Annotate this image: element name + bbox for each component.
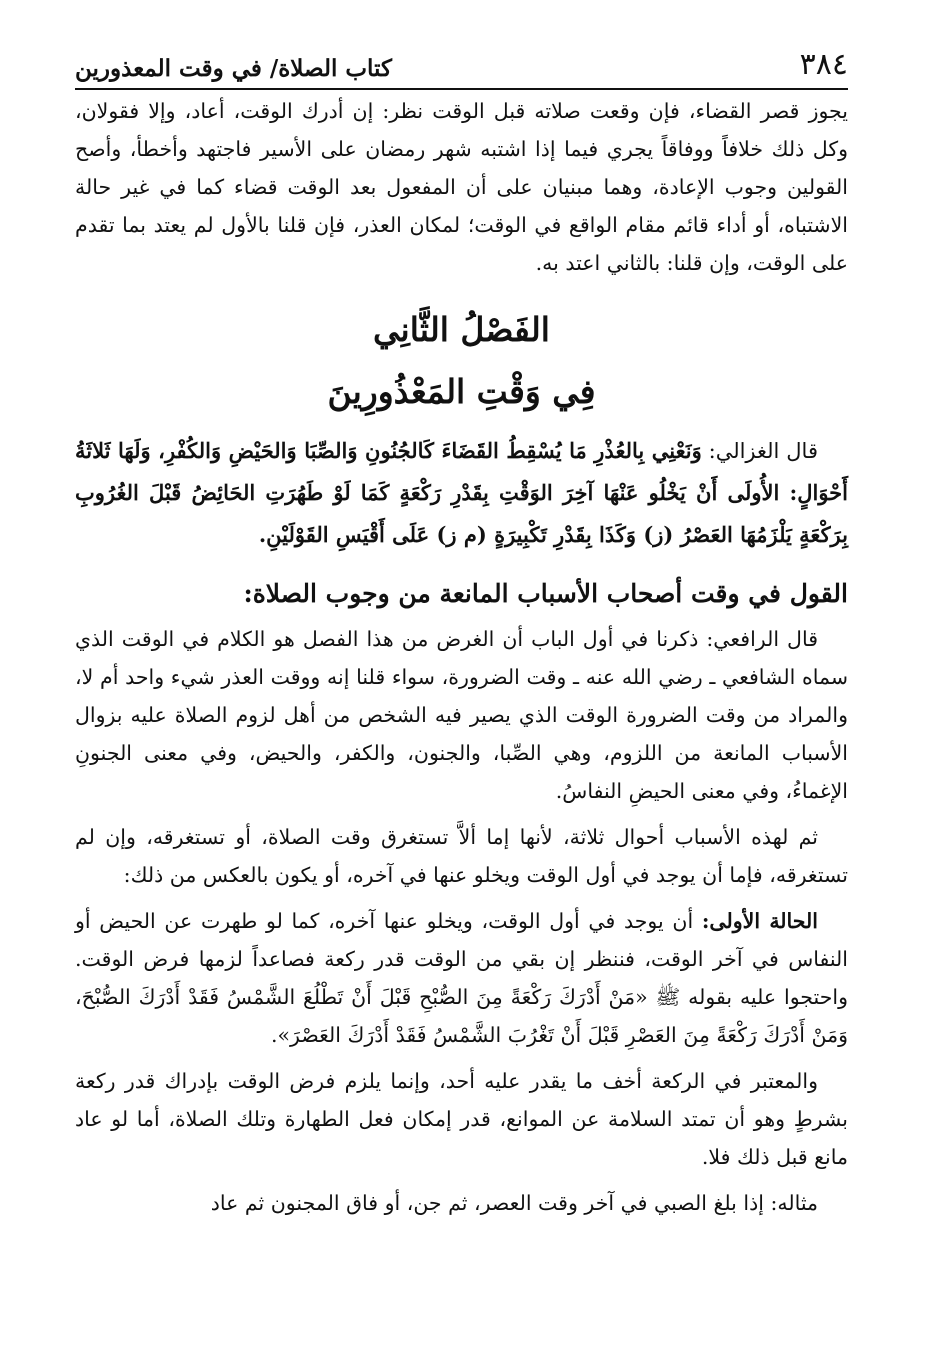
matn-paragraph (75, 430, 848, 556)
page-body (75, 92, 848, 1222)
intro-paragraph: يجوز قصر القضاء، فإن وقعت صلاته قبل الوقت نظر: إن أدرك الوقت، أعاد، وإلا فقولان، وكل ذلك خلافاً ووفاقاً يجري فيما إذا اشتبه شهر رمضان على الأسير فاجتهد وأخطأ، وأصح القولين وجوب الإعادة، وهما مبنيان على أن المفعول بعد الوقت قضاء كما في غير حالة الاشتباه، أو أداء قائم مقام الواقع في الوقت؛ لمكان العذر، فإن قلنا بالأول لم يعتد بما تقدم على الوقت، وإن قلنا: بالثاني اعتد به. (75, 99, 848, 275)
states-paragraph: ثم لهذه الأسباب أحوال ثلاثة، لأنها إما ألاَّ تستغرق وقت الصلاة، أو تستغرقه، وإن لم تستغرقه، فإما أن يوجد في أول الوقت ويخلو عنها في آخره، أو يكون بالعكس من ذلك: (75, 825, 848, 887)
chapter-title: الفَصْلُ الثَّانِي (373, 310, 550, 349)
running-title: كتاب الصلاة/ في وقت المعذورين (75, 55, 392, 82)
rafii-paragraph: قال الرافعي: ذكرنا في أول الباب أن الغرض من هذا الفصل هو الكلام في الوقت الذي سماه الشافعي ـ رضي الله عنه ـ وقت الضرورة، سواء قلنا إنه ووقت العذر شيء واحد أم لا، والمراد من وقت الضرورة الوقت الذي يصير فيه الشخص من أهل لزوم الصلاة عليه بزوال الأسباب المانعة من اللزوم، وهي الصِّبا، والجنون، والكفر، والحيض، وفي معنى الجنونِ الإغماءُ، وفي معنى الحيضِ النفاسُ. (75, 627, 848, 803)
state-one-text: أن يوجد في أول الوقت، ويخلو عنها آخره، كما لو طهرت عن الحيض أو النفاس في آخر الوقت، فننظر إن بقي من الوقت قدر ركعة فصاعداً لزمها فرض الوقت. واحتجوا عليه بقوله ﷺ «مَنْ أَدْرَكَ رَكْعَةً مِنَ الصُّبْحِ قَبْلَ أَنْ تَطْلُعَ الشَّمْسُ فَقَدْ أَدْرَكَ الصُّبْحَ، وَمَنْ أَدْرَكَ رَكْعَةً مِنَ العَصْرِ قَبْلَ أَنْ تَغْرُبَ الشَّمْسُ فَقَدْ أَدْرَكَ العَصْرَ». (75, 909, 848, 1047)
section-heading: القول في وقت أصحاب الأسباب المانعة من وجوب الصلاة: (243, 579, 848, 608)
matn-text: وَنَعْنِي بِالعُذْرِ مَا يُسْقِطُ القَضَاءَ كَالجُنُونِ وَالصِّبَا وَالحَيْضِ وَالكُفْرِ، وَلَهَا ثَلاثَةُ أَحْوَالٍ: الأُولَى أَنْ يَخْلُو عَنْهَا آخِرَ الوَقْتِ بِقَدْرِ رَكْعَةٍ كَمَا لَوْ طَهُرَتِ الحَائِضُ قَبْلَ الغُرُوبِ بِرَكْعَةٍ يَلْزَمُهَا العَصْرُ (ز) وَكَذَا بِقَدْرِ تَكْبِيرَةٍ (م ز) عَلَى أَقْيَسِ القَوْلَيْنِ. (75, 438, 848, 547)
chapter-subtitle: فِي وَقْتِ المَعْذُورِينَ (327, 372, 596, 411)
page-number: ٣٨٤ (799, 47, 848, 82)
state-one-paragraph (75, 902, 848, 1054)
page-header (75, 28, 848, 90)
matn-speaker: قال الغزالي: (708, 439, 818, 463)
state-one-label: الحالة الأولى: (701, 909, 818, 933)
rakah-paragraph: والمعتبر في الركعة أخف ما يقدر عليه أحد، وإنما يلزم فرض الوقت بإدراك قدر ركعة بشرطٍ وهو أن تمتد السلامة عن الموانع، قدر إمكان فعل الطهارة وتلك الصلاة، أما لو عاد مانع قبل ذلك فلا. (75, 1069, 848, 1169)
example-paragraph: مثاله: إذا بلغ الصبي في آخر وقت العصر، ثم جن، أو فاق المجنون ثم عاد (210, 1191, 818, 1215)
